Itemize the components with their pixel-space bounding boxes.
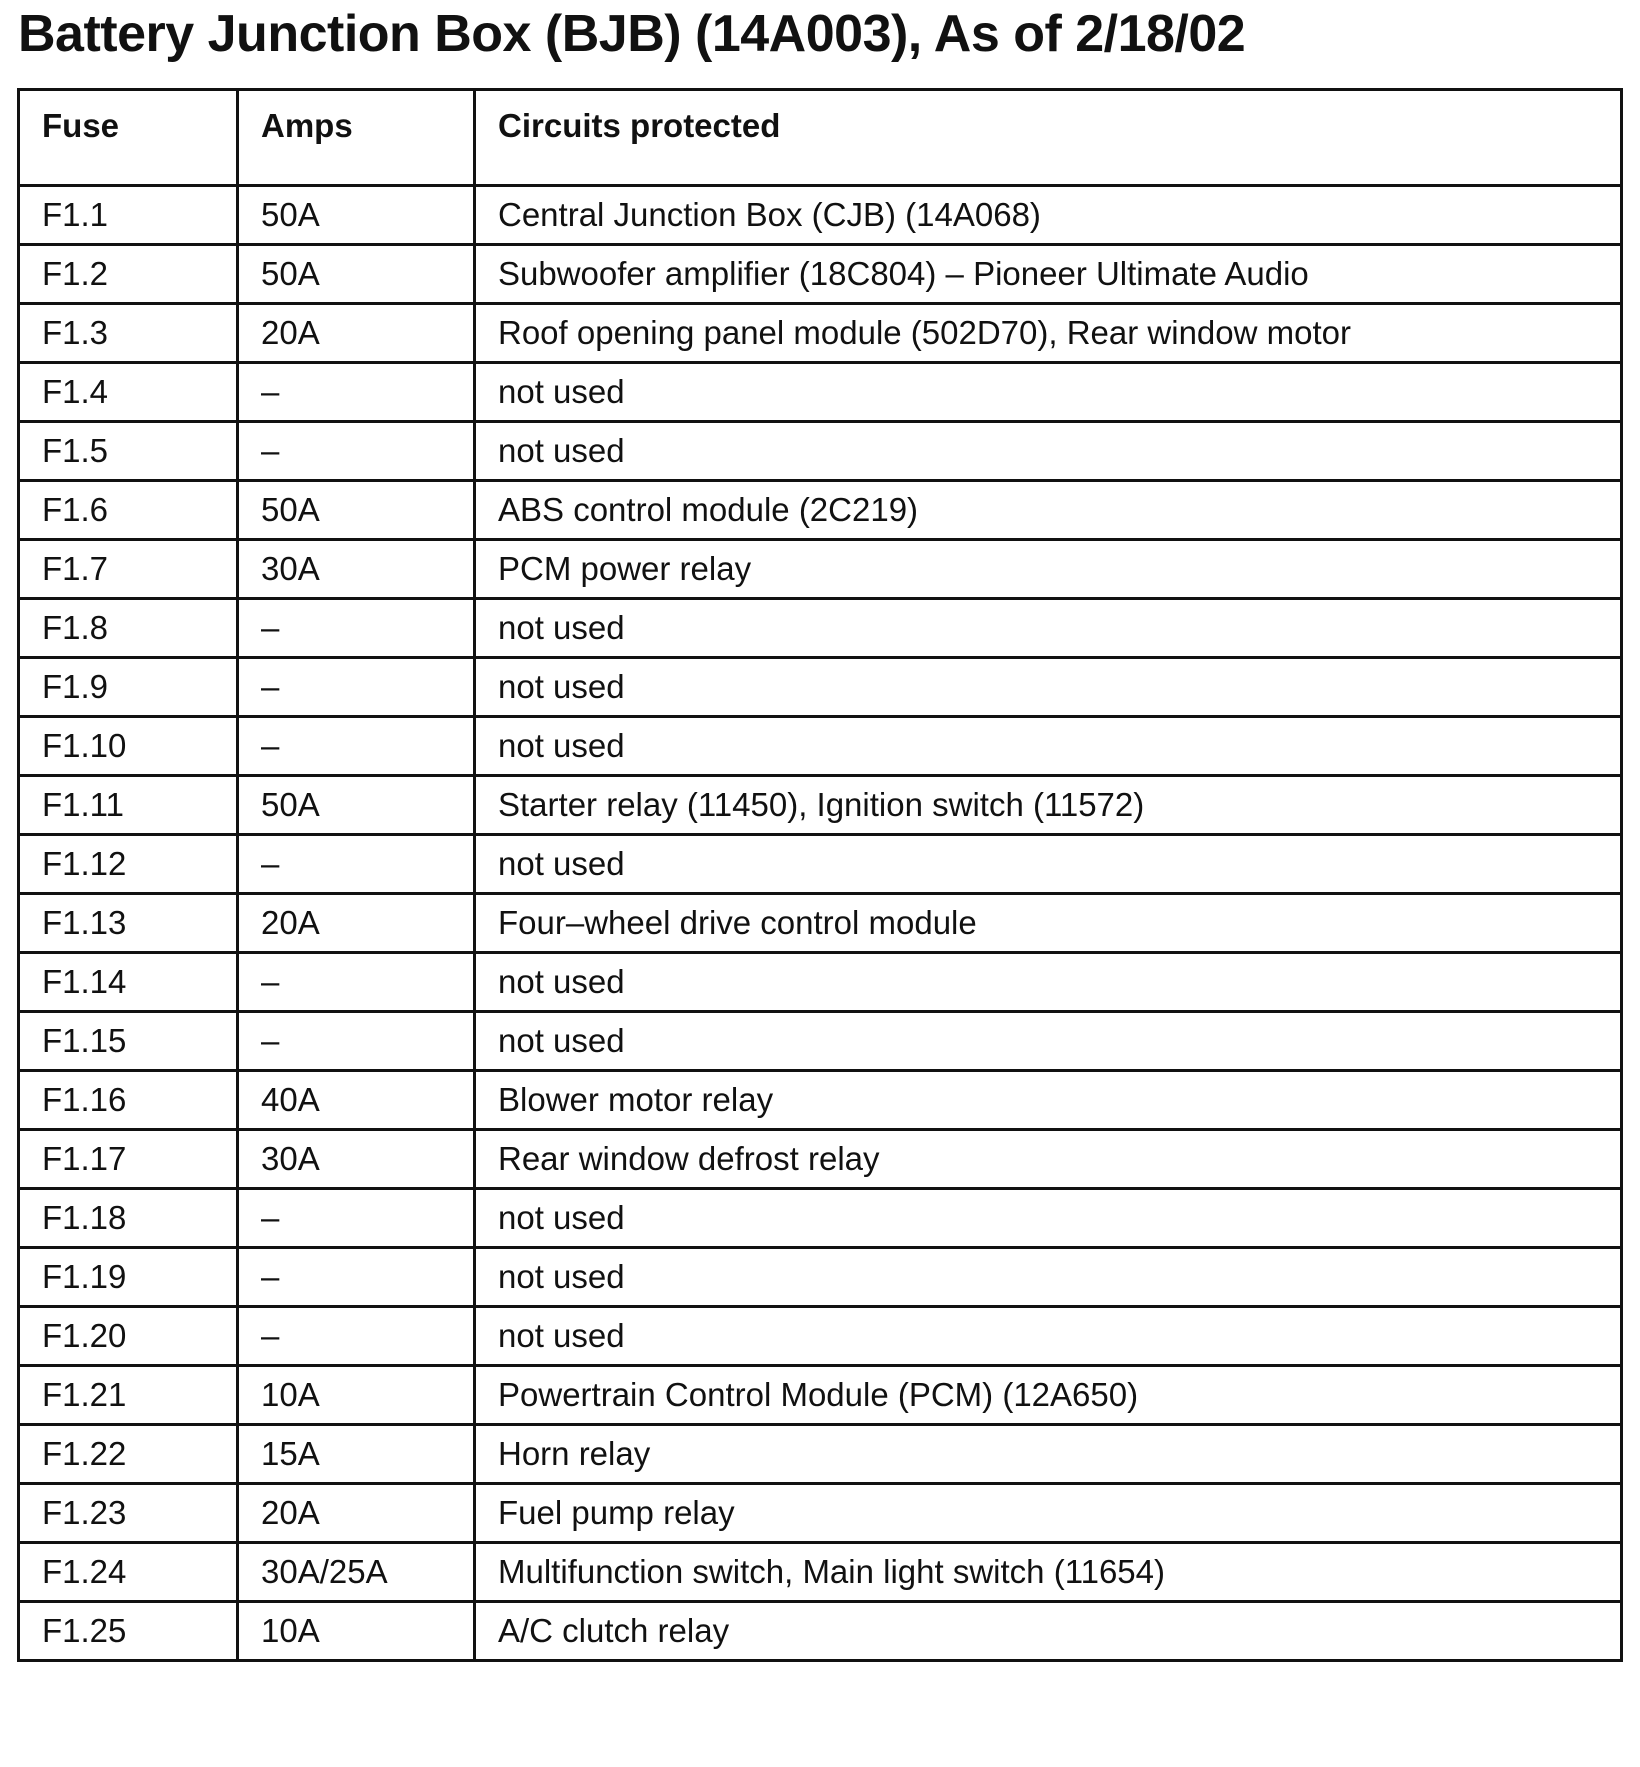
fuse-cell: F1.13 [19,894,238,953]
circuits-cell: Multifunction switch, Main light switch (11654) [475,1543,1622,1602]
amps-cell: 20A [238,304,475,363]
fuse-cell: F1.4 [19,363,238,422]
amps-cell: – [238,835,475,894]
fuse-cell: F1.5 [19,422,238,481]
table-row [19,1012,1622,1071]
table-row [19,1602,1622,1661]
circuits-cell: not used [475,717,1622,776]
header-amps: Amps [238,90,475,186]
amps-cell: 30A/25A [238,1543,475,1602]
fuse-cell: F1.14 [19,953,238,1012]
amps-cell: – [238,599,475,658]
amps-cell: 30A [238,540,475,599]
circuits-cell: Blower motor relay [475,1071,1622,1130]
fuse-cell: F1.12 [19,835,238,894]
table-row [19,1189,1622,1248]
circuits-cell: Roof opening panel module (502D70), Rear window motor [475,304,1622,363]
table-row [19,1071,1622,1130]
amps-cell: – [238,717,475,776]
circuits-cell: Powertrain Control Module (PCM) (12A650) [475,1366,1622,1425]
fuse-table [17,88,1623,1662]
table-row [19,245,1622,304]
fuse-cell: F1.9 [19,658,238,717]
table-row [19,717,1622,776]
circuits-cell: Subwoofer amplifier (18C804) – Pioneer Ultimate Audio [475,245,1622,304]
circuits-cell: Fuel pump relay [475,1484,1622,1543]
circuits-cell: not used [475,835,1622,894]
table-row [19,1248,1622,1307]
table-row [19,776,1622,835]
amps-cell: 40A [238,1071,475,1130]
amps-cell: 20A [238,1484,475,1543]
amps-cell: 50A [238,245,475,304]
fuse-cell: F1.24 [19,1543,238,1602]
table-row [19,599,1622,658]
amps-cell: – [238,422,475,481]
page-title: Battery Junction Box (BJB) (14A003), As of 2/18/02 [18,5,1246,63]
table-header [19,90,1622,186]
circuits-cell: not used [475,422,1622,481]
circuits-cell: not used [475,1248,1622,1307]
table-row [19,953,1622,1012]
amps-cell: – [238,953,475,1012]
amps-cell: 50A [238,481,475,540]
fuse-cell: F1.17 [19,1130,238,1189]
fuse-cell: F1.21 [19,1366,238,1425]
amps-cell: 50A [238,186,475,245]
amps-cell: 15A [238,1425,475,1484]
table-row [19,1543,1622,1602]
circuits-cell: not used [475,1012,1622,1071]
amps-cell: – [238,1307,475,1366]
amps-cell: 50A [238,776,475,835]
table-row [19,894,1622,953]
amps-cell: 10A [238,1602,475,1661]
fuse-cell: F1.11 [19,776,238,835]
circuits-cell: not used [475,1307,1622,1366]
circuits-cell: not used [475,1189,1622,1248]
fuse-cell: F1.18 [19,1189,238,1248]
table-row [19,835,1622,894]
amps-cell: 10A [238,1366,475,1425]
table-row [19,1130,1622,1189]
circuits-cell: not used [475,363,1622,422]
fuse-cell: F1.1 [19,186,238,245]
amps-cell: 30A [238,1130,475,1189]
table-row [19,186,1622,245]
table-row [19,540,1622,599]
table-row [19,304,1622,363]
table-row [19,1425,1622,1484]
circuits-cell: Horn relay [475,1425,1622,1484]
table-row [19,1307,1622,1366]
table-row [19,658,1622,717]
circuits-cell: Four–wheel drive control module [475,894,1622,953]
fuse-cell: F1.19 [19,1248,238,1307]
amps-cell: – [238,1012,475,1071]
circuits-cell: not used [475,953,1622,1012]
header-row [19,90,1622,186]
fuse-cell: F1.3 [19,304,238,363]
amps-cell: – [238,658,475,717]
fuse-cell: F1.22 [19,1425,238,1484]
circuits-cell: Starter relay (11450), Ignition switch (11572) [475,776,1622,835]
amps-cell: 20A [238,894,475,953]
table-row [19,363,1622,422]
fuse-cell: F1.15 [19,1012,238,1071]
table-row [19,481,1622,540]
fuse-cell: F1.7 [19,540,238,599]
circuits-cell: not used [475,599,1622,658]
fuse-cell: F1.10 [19,717,238,776]
circuits-cell: not used [475,658,1622,717]
circuits-cell: A/C clutch relay [475,1602,1622,1661]
header-fuse: Fuse [19,90,238,186]
fuse-cell: F1.2 [19,245,238,304]
fuse-cell: F1.23 [19,1484,238,1543]
circuits-cell: ABS control module (2C219) [475,481,1622,540]
circuits-cell: Central Junction Box (CJB) (14A068) [475,186,1622,245]
circuits-cell: PCM power relay [475,540,1622,599]
amps-cell: – [238,1248,475,1307]
header-circuits: Circuits protected [475,90,1622,186]
amps-cell: – [238,1189,475,1248]
table-body [19,186,1622,1661]
fuse-cell: F1.25 [19,1602,238,1661]
fuse-cell: F1.16 [19,1071,238,1130]
circuits-cell: Rear window defrost relay [475,1130,1622,1189]
table-row [19,422,1622,481]
amps-cell: – [238,363,475,422]
table-row [19,1366,1622,1425]
fuse-cell: F1.8 [19,599,238,658]
fuse-cell: F1.20 [19,1307,238,1366]
fuse-cell: F1.6 [19,481,238,540]
table-row [19,1484,1622,1543]
